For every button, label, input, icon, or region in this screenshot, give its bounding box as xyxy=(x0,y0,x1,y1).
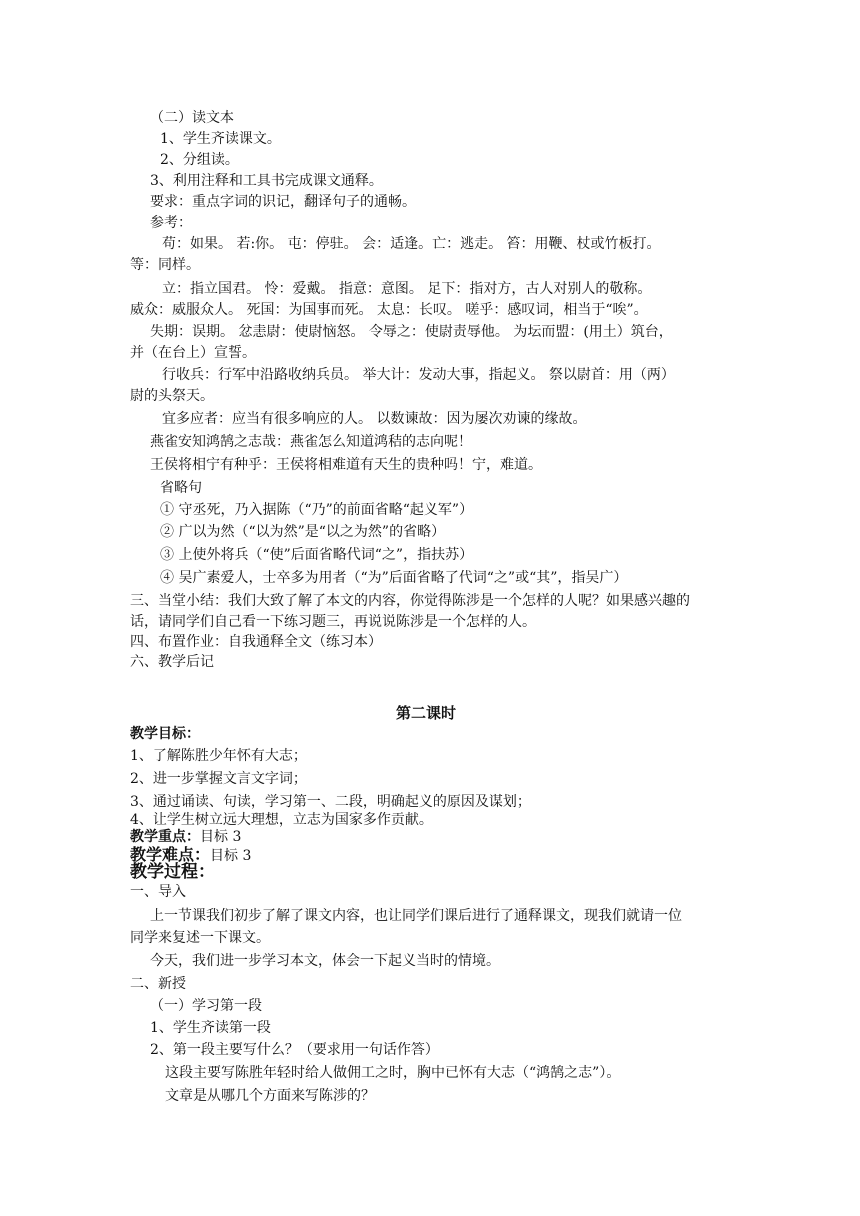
summary-line: 三、当堂小结：我们大致了解了本文的内容，你觉得陈涉是一个怎样的人呢？如果感兴趣的 xyxy=(130,593,690,609)
process-heading: 教学过程： xyxy=(130,862,215,882)
glossary-line: 失期：误期。 忿恚尉：使尉恼怒。 令辱之：使尉责辱他。 为坛而盟：(用土）筑台， xyxy=(150,324,673,340)
process-text: 1、学生齐读第一段 xyxy=(150,1020,271,1036)
process-text: 同学来复述一下课文。 xyxy=(130,930,270,946)
difficulty-value: 目标 3 xyxy=(210,848,252,864)
process-text: 今天，我们进一步学习本文，体会一下起义当时的情境。 xyxy=(150,953,500,969)
glossary-line: 宜多应者：应当有很多响应的人。 以数谏故：因为屡次劝谏的缘故。 xyxy=(162,411,587,427)
key-point-label: 教学重点： xyxy=(130,829,200,845)
section-heading-read-text: （二）读文本 xyxy=(150,110,234,126)
glossary-line: 行收兵：行军中沿路收纳兵员。 举大计：发动大事，指起义。 祭以尉首：用（两） xyxy=(162,367,675,383)
summary-line: 话，请同学们自己看一下练习题三，再说说陈涉是一个怎样的人。 xyxy=(130,614,536,630)
process-text: 这段主要写陈胜年轻时给人做佣工之时，胸中已怀有大志（“鸿鹄之志”）。 xyxy=(165,1065,621,1081)
step-line: 1、学生齐读课文。 xyxy=(160,131,281,147)
goal-item: 3、通过诵读、句读，学习第一、二段，明确起义的原因及谋划； xyxy=(130,794,531,810)
ellipsis-item: ④ 吴广素爱人，士卒多为用者（“为”后面省略了代词“之”或“其”，指吴广） xyxy=(160,570,628,586)
difficulty-label: 教学难点： xyxy=(130,845,211,864)
ellipsis-item: ② 广以为然（“以为然”是“以之为然”的省略） xyxy=(160,524,446,540)
ellipsis-item: ③ 上使外将兵（“使”后面省略代词“之”，指扶苏） xyxy=(160,547,474,563)
homework-line: 四、布置作业：自我通释全文（练习本） xyxy=(130,634,382,650)
process-step: 一、导入 xyxy=(130,884,186,900)
sentence-translation: 燕雀安知鸿鹄之志哉：燕雀怎么知道鸿秸的志向呢！ xyxy=(150,434,472,450)
process-text: 2、第一段主要写什么？（要求用一句话作答） xyxy=(150,1042,439,1058)
ellipsis-item: ① 守丞死，乃入据陈（“乃”的前面省略“起义军”） xyxy=(160,502,474,518)
sentence-translation: 王侯将相宁有种乎：王侯将相难道有天生的贵种吗！宁，难道。 xyxy=(150,457,542,473)
step-line: 3、利用注释和工具书完成课文通释。 xyxy=(150,173,383,189)
key-point-value: 目标 3 xyxy=(200,829,242,845)
glossary-line: 苟：如果。 若:你。 屯：停驻。 会：适逢。亡：逃走。 笞：用鞭、杖或竹板打。 xyxy=(162,236,661,252)
process-text: 文章是从哪几个方面来写陈涉的？ xyxy=(165,1088,375,1104)
glossary-line: 等：同样。 xyxy=(130,257,200,273)
ellipsis-heading: 省略句 xyxy=(160,480,202,496)
goal-item: 4、让学生树立远大理想，立志为国家多作贡献。 xyxy=(130,812,433,828)
key-point-line xyxy=(130,827,241,847)
goal-item: 2、进一步掌握文言文字词； xyxy=(130,771,307,787)
glossary-line: 立：指立国君。 怜：爱戴。 指意：意图。 足下：指对方，古人对别人的敬称。 xyxy=(162,281,652,297)
reference-label: 参考： xyxy=(150,215,192,231)
glossary-line: 并（在台上）宣誓。 xyxy=(130,345,256,361)
step-line: 2、分组读。 xyxy=(160,152,239,168)
process-subheading: （一）学习第一段 xyxy=(150,998,262,1014)
glossary-line: 尉的头祭天。 xyxy=(130,388,214,404)
requirement-line: 要求：重点字词的识记，翻译句子的通畅。 xyxy=(150,194,416,210)
goal-item: 1、了解陈胜少年怀有大志； xyxy=(130,748,307,764)
process-text: 上一节课我们初步了解了课文内容，也让同学们课后进行了通释课文，现我们就请一位 xyxy=(150,908,682,924)
lesson-title: 第二课时 xyxy=(396,704,457,722)
notes-heading: 六、教学后记 xyxy=(130,654,214,670)
glossary-line: 威众：威服众人。 死国：为国事而死。 太息：长叹。 嗟乎：感叹词，相当于“唉”。 xyxy=(130,302,648,318)
goals-heading: 教学目标： xyxy=(130,726,200,742)
process-step: 二、新授 xyxy=(130,976,186,992)
